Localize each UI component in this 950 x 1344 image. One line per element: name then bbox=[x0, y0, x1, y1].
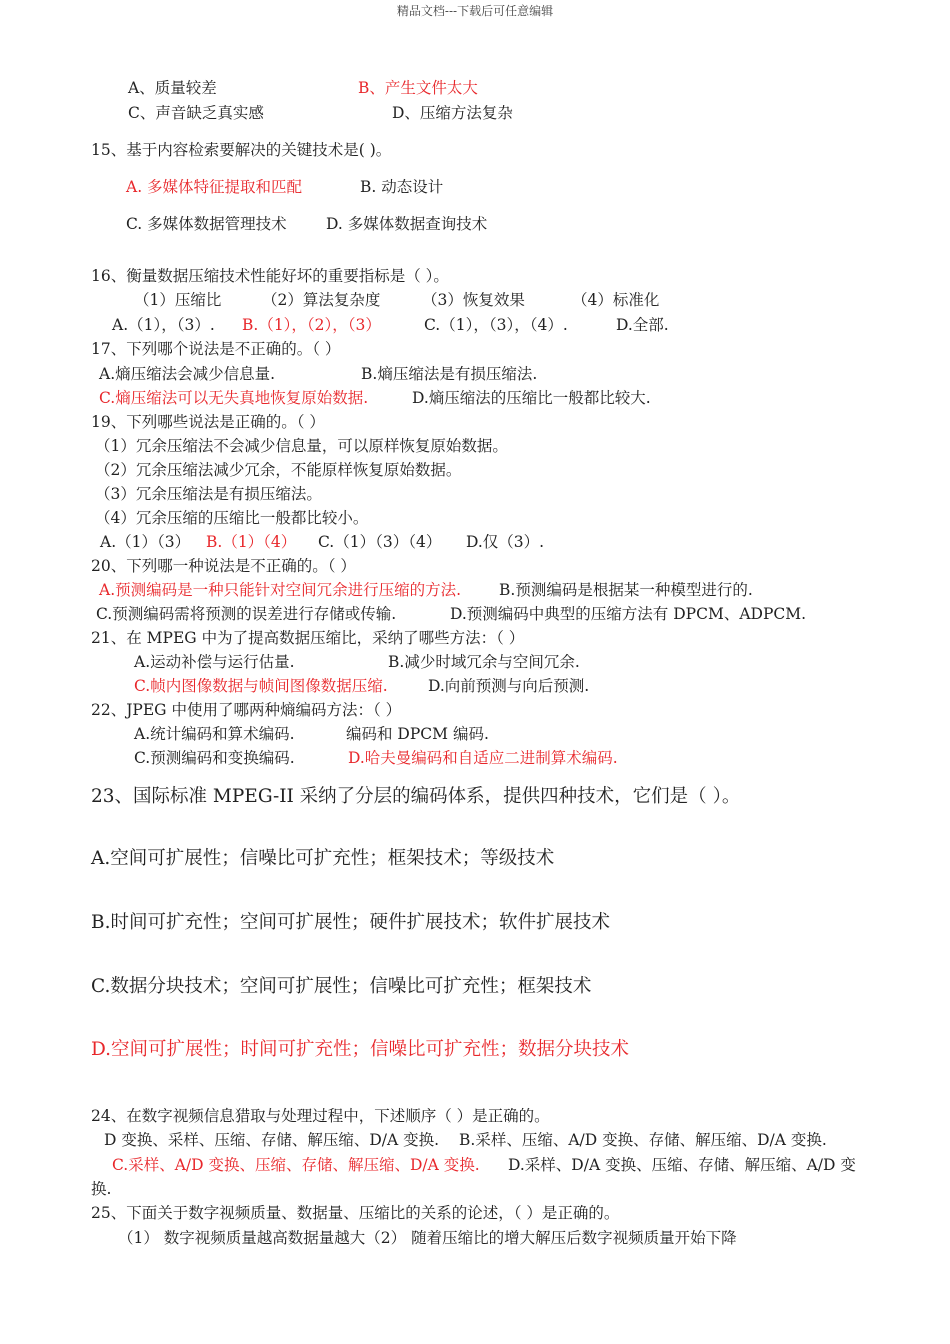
q24-option-d: D.采样、D/A 变换、压缩、存储、解压缩、A/D 变 bbox=[508, 1156, 856, 1174]
q24-option-d-wrap: 换. bbox=[91, 1180, 112, 1198]
q21-stem: 21、在 MPEG 中为了提高数据压缩比，采纳了哪些方法：（ ） bbox=[91, 629, 525, 647]
q16-item-3: （3）恢复效果 bbox=[422, 291, 525, 309]
q23-stem: 23、国际标准 MPEG-II 采纳了分层的编码体系，提供四种技术，它们是（ ）。 bbox=[91, 786, 741, 807]
q19-item-2: （2）冗余压缩法减少冗余，不能原样恢复原始数据。 bbox=[95, 461, 462, 479]
q21-option-c-answer: C.帧内图像数据与帧间图像数据压缩. bbox=[134, 677, 388, 695]
q14-option-d: D、压缩方法复杂 bbox=[392, 104, 513, 122]
q15-option-c: C. 多媒体数据管理技术 bbox=[126, 215, 287, 233]
q20-option-a-answer: A.预测编码是一种只能针对空间冗余进行压缩的方法. bbox=[99, 581, 462, 599]
q20-option-b: B.预测编码是根据某一种模型进行的. bbox=[499, 581, 753, 599]
q22-option-b: 编码和 DPCM 编码. bbox=[346, 725, 489, 743]
q19-option-d: D.仅（3）. bbox=[466, 533, 545, 551]
q19-item-4: （4）冗余压缩的压缩比一般都比较小。 bbox=[95, 509, 369, 527]
q17-option-d: D.熵压缩法的压缩比一般都比较大. bbox=[412, 389, 651, 407]
q15-stem: 15、基于内容检索要解决的关键技术是( )。 bbox=[91, 141, 392, 159]
q23-option-d-answer: D.空间可扩展性；时间可扩充性；信噪比可扩充性；数据分块技术 bbox=[91, 1039, 630, 1060]
q25-items: （1） 数字视频质量越高数据量越大（2） 随着压缩比的增大解压后数字视频质量开始下降 bbox=[118, 1229, 737, 1247]
q19-option-c: C.（1）（3）（4） bbox=[318, 533, 442, 551]
q23-option-c: C.数据分块技术；空间可扩展性；信噪比可扩充性；框架技术 bbox=[91, 976, 592, 997]
q19-item-1: （1）冗余压缩法不会减少信息量，可以原样恢复原始数据。 bbox=[95, 437, 508, 455]
q17-option-a: A.熵压缩法会减少信息量. bbox=[99, 365, 276, 383]
q17-option-b: B.熵压缩法是有损压缩法. bbox=[361, 365, 538, 383]
q14-option-a: A、质量较差 bbox=[128, 79, 217, 97]
q25-stem: 25、下面关于数字视频质量、数据量、压缩比的关系的论述，（ ）是正确的。 bbox=[91, 1204, 620, 1222]
q14-option-c: C、声音缺乏真实感 bbox=[128, 104, 264, 122]
q24-stem: 24、在数字视频信息猎取与处理过程中，下述顺序（ ）是正确的。 bbox=[91, 1107, 550, 1125]
q19-option-b-answer: B.（1）（4） bbox=[206, 533, 297, 551]
q16-item-4: （4）标准化 bbox=[572, 291, 660, 309]
page-header: 精品文档---下载后可任意编辑 bbox=[396, 4, 554, 18]
q20-option-c: C.预测编码需将预测的误差进行存储或传输. bbox=[96, 605, 397, 623]
q22-option-d-answer: D.哈夫曼编码和自适应二进制算术编码. bbox=[348, 749, 618, 767]
q19-item-3: （3）冗余压缩法是有损压缩法。 bbox=[95, 485, 322, 503]
q20-stem: 20、下列哪一种说法是不正确的。（ ） bbox=[91, 557, 356, 575]
q20-option-d: D.预测编码中典型的压缩方法有 DPCM、ADPCM. bbox=[450, 605, 807, 623]
q17-option-c-answer: C.熵压缩法可以无失真地恢复原始数据. bbox=[99, 389, 369, 407]
q22-stem: 22、JPEG 中使用了哪两种熵编码方法：（ ） bbox=[91, 701, 402, 719]
q16-item-1: （1）压缩比 bbox=[134, 291, 222, 309]
q22-option-c: C.预测编码和变换编码. bbox=[134, 749, 295, 767]
q24-option-b: B.采样、压缩、A/D 变换、存储、解压缩、D/A 变换. bbox=[459, 1131, 827, 1149]
q16-option-a: A.（1），（3）. bbox=[112, 316, 215, 334]
q16-option-b-answer: B.（1），（2），（3） bbox=[242, 316, 381, 334]
q23-option-a: A.空间可扩展性；信噪比可扩充性；框架技术；等级技术 bbox=[91, 848, 555, 869]
q15-option-d: D. 多媒体数据查询技术 bbox=[326, 215, 488, 233]
q17-stem: 17、下列哪个说法是不正确的。（ ） bbox=[91, 340, 341, 358]
q15-option-a-answer: A. 多媒体特征提取和匹配 bbox=[126, 178, 303, 196]
q24-option-a: D 变换、采样、压缩、存储、解压缩、D/A 变换. bbox=[104, 1131, 440, 1149]
q21-option-a: A.运动补偿与运行估量. bbox=[134, 653, 295, 671]
q22-option-a: A.统计编码和算术编码. bbox=[134, 725, 295, 743]
q16-stem: 16、衡量数据压缩技术性能好坏的重要指标是（ ）。 bbox=[91, 267, 449, 285]
q16-option-c: C.（1），（3），（4）. bbox=[424, 316, 568, 334]
q24-option-c-answer: C.采样、A/D 变换、压缩、存储、解压缩、D/A 变换. bbox=[112, 1156, 480, 1174]
q19-stem: 19、下列哪些说法是正确的。（ ） bbox=[91, 413, 325, 431]
q19-option-a: A.（1）（3） bbox=[100, 533, 191, 551]
q14-option-b-answer: B、产生文件太大 bbox=[358, 79, 478, 97]
q21-option-b: B.减少时域冗余与空间冗余. bbox=[388, 653, 580, 671]
q16-item-2: （2）算法复杂度 bbox=[262, 291, 381, 309]
q15-option-b: B. 动态设计 bbox=[360, 178, 444, 196]
q16-option-d: D.全部. bbox=[616, 316, 669, 334]
q21-option-d: D.向前预测与向后预测. bbox=[428, 677, 590, 695]
q23-option-b: B.时间可扩充性；空间可扩展性；硬件扩展技术；软件扩展技术 bbox=[91, 912, 610, 933]
